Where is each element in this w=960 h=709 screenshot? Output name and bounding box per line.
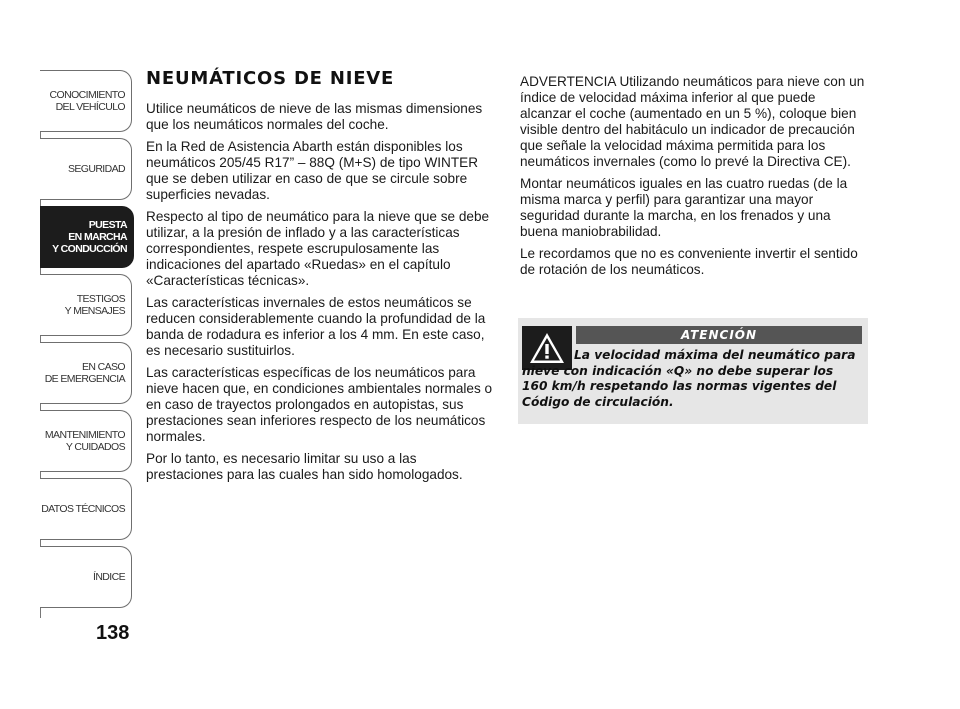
paragraph: Utilice neumáticos de nieve de las mismas dimensiones que los neumáticos normales del coche. (146, 101, 483, 132)
warning-text: La velocidad máxima del neumático para nieve con indicación «Q» no debe superar los 160 km/h respetando las normas vigentes del Código de circulación. (522, 348, 856, 409)
tab-conocimiento-del-vehiculo[interactable] (40, 70, 132, 132)
left-column (146, 68, 496, 489)
tab-label: EN CASO DE EMERGENCIA (44, 361, 125, 385)
tab-label: ÍNDICE (93, 571, 125, 583)
right-column (520, 74, 870, 284)
section-title: NEUMÁTICOS DE NIEVE (146, 68, 395, 89)
page-number: 138 (96, 622, 130, 644)
tab-puesta-en-marcha-y-conduccion[interactable] (40, 206, 134, 268)
paragraph: Montar neumáticos iguales en las cuatro ruedas (de la misma marca y perfil) para garantizar una mayor seguridad durante la marcha, en los frenados y una buena maniobrabilidad. (520, 176, 848, 239)
paragraph: Las características invernales de estos neumáticos se reducen considerablemente cuando la profundidad de la banda de rodadura es inferior a los 4 mm. En este caso, es necesario sustituirlos. (146, 295, 486, 358)
tab-label: SEGURIDAD (67, 163, 125, 175)
tab-seguridad[interactable] (40, 138, 132, 200)
tab-testigos-y-mensajes[interactable] (40, 274, 132, 336)
tab-label: CONOCIMIENTO DEL VEHÍCULO (49, 89, 125, 113)
paragraph: Respecto al tipo de neumático para la nieve que se debe utilizar, a la presión de inflado y a las características correspondientes, respete escrupulosamente las indicaciones del apartado «Ruedas» en el capítulo «Características técnicas». (146, 209, 490, 288)
tab-label: MANTENIMIENTO Y CUIDADOS (44, 429, 125, 453)
tab-en-caso-de-emergencia[interactable] (40, 342, 132, 404)
paragraph: ADVERTENCIA Utilizando neumáticos para nieve con un índice de velocidad máxima inferior al que puede alcanzar el coche (aumentado en un 5 %), coloque bien visible dentro del habitáculo un indicador de precaución que señale la velocidad máxima permitida para los neumáticos invernales (como lo prevé la Directiva CE). (520, 74, 865, 169)
warning-header: ATENCIÓN (576, 326, 862, 344)
paragraph: Por lo tanto, es necesario limitar su uso a las prestaciones para las cuales han sido homologados. (146, 451, 463, 482)
paragraph: Le recordamos que no es conveniente invertir el sentido de rotación de los neumáticos. (520, 246, 858, 277)
tab-label: PUESTA EN MARCHA Y CONDUCCIÓN (52, 219, 127, 255)
paragraph: Las características específicas de los neumáticos para nieve hacen que, en condiciones ambientales normales o en caso de trayectos prolongados en autopistas, sus prestaciones sean inferiores respecto de los neumáticos normales. (146, 365, 493, 444)
tab-indice[interactable] (40, 546, 132, 608)
paragraph: En la Red de Asistencia Abarth están disponibles los neumáticos 205/45 R17” – 88Q (M+S) de tipo WINTER que se deben utilizar en caso de que se circule sobre superficies nevadas. (146, 139, 479, 202)
tab-datos-tecnicos[interactable] (40, 478, 132, 540)
tab-mantenimiento-y-cuidados[interactable] (40, 410, 132, 472)
tab-label: DATOS TÉCNICOS (41, 503, 125, 515)
warning-box (518, 318, 868, 424)
tab-label: TESTIGOS Y MENSAJES (64, 293, 125, 317)
